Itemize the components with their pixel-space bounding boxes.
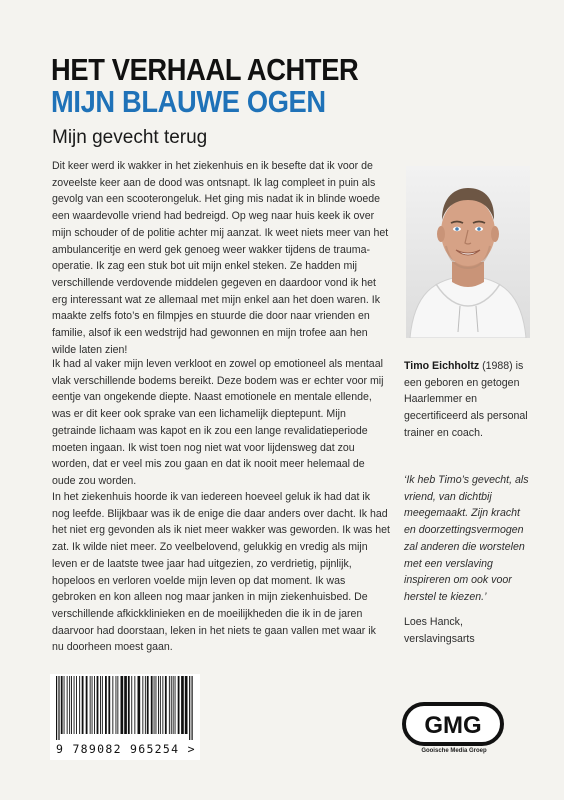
- barcode-bar: [90, 676, 91, 734]
- paragraph-1: Dit keer werd ik wakker in het ziekenhuis en ik besefte dat ik voor de zoveelste keer aan de dood was ontsnapt. Ik lag compleet in puin als gevolg van een scooterongeluk. Het ging mis nadat ik in blinde woede een waardevolle vriend had bedreigd. Op weg naar huis keek ik over mijn schouder of de politie achter mij aanzat. Ik weet niets meer van het ambulanceritje en werd gek genoeg weer wakker tijdens de trauma-operatie. Ik zag een stuk bot uit mijn enkel steken. Ze hadden mij verschillende verdovende middelen gegeven en daardoor vond ik het erg interessant wat ze allemaal met mijn enkel aan het doen waren. Ik maakte zelfs foto’s en filmpjes en stuurde die door naar vrienden en familie, alsof ik een wedstrijd had gewonnen en mijn trofee aan hen wilde laten zien!: [52, 160, 389, 356]
- barcode-bar: [92, 676, 93, 734]
- barcode-bar: [131, 676, 132, 734]
- isbn-number: 9 789082 965254 >: [56, 742, 196, 756]
- barcode-bar: [67, 676, 68, 734]
- testimonial-quote: ‘Ik heb Timo’s gevecht, als vriend, van dichtbij meegemaakt. Zijn kracht en doorzettingsvermogen zal anderen die worstelen met een verslaving inspireren om ook voor herstel te kiezen.’: [404, 474, 529, 603]
- publisher-logo-text: GMG: [424, 712, 482, 739]
- barcode-bar: [169, 676, 170, 734]
- barcode-bar: [189, 676, 190, 740]
- isbn-barcode: [50, 674, 200, 760]
- title-line-2: MIJN BLAUWE OGEN: [51, 84, 326, 119]
- barcode-bar: [97, 676, 99, 734]
- barcode-bar: [108, 676, 110, 734]
- barcode-bar: [56, 676, 57, 740]
- barcode-bar: [134, 676, 135, 734]
- barcode-bar: [76, 676, 77, 734]
- barcode-bar: [142, 676, 143, 734]
- author-portrait-icon: [406, 166, 530, 338]
- paragraph-2: Ik had al vaker mijn leven verkloot en zowel op emotioneel als mentaal vlak verschillende bodems bereikt. Deze bodem was er echter voor mij eentje van ongekende diepte. Naast emotionele en mentale ellende, was er dit keer ook sprake van een lichamelijk dieptepunt. Mijn getrainde lichaam was kapot en ik zou een lange revalidatieperiode moeten ingaan. Ik wist toen nog niet wat voor lijdensweg dat zou worden, dat er veel mis zou gaan en dat ik nooit meer helemaal de oude zou worden.: [52, 358, 384, 487]
- barcode-bar: [100, 676, 101, 734]
- barcode-bar: [71, 676, 72, 734]
- paragraph-3: In het ziekenhuis hoorde ik van iedereen hoeveel geluk ik had dat ik nog leefde. Blijkbaar was ik de enige die daar anders over dacht. Ik had het niet erg gevonden als ik niet meer wakker was geworden. Ik was het zat. Ik wilde niet meer. Zo veelbelovend, gelukkig en vredig als mijn leven er de laatste twee jaar had uitgezien, zo verdrietig, pijnlijk, hopeloos en verloren voelde mijn leven op dat moment. Ik was gebroken en kon alleen nog maar janken in mijn ziekenhuisbed. De verschillende afkickklinieken en de moeilijkheden die ik in de jaren daarvoor had doorstaan, leken in het niets te gaan vallen met waar ik nu doorheen moest gaan.: [52, 491, 391, 654]
- author-year: (1988): [479, 360, 513, 372]
- barcode-bar: [185, 676, 188, 734]
- barcode-bar: [156, 676, 157, 734]
- author-name: Timo Eichholtz: [404, 360, 480, 372]
- barcode-bar: [58, 676, 59, 740]
- barcode-bar: [105, 676, 107, 734]
- barcode-bar: [162, 676, 163, 734]
- barcode-bar: [64, 676, 65, 734]
- barcode-bar: [94, 676, 95, 734]
- barcode-bar: [61, 676, 63, 734]
- barcode-bar: [160, 676, 161, 734]
- barcode-bar: [124, 676, 127, 734]
- quote-attribution: [404, 614, 532, 647]
- barcode-bar: [171, 676, 172, 734]
- barcode-bar: [151, 676, 153, 734]
- barcode-bar: [147, 676, 149, 734]
- barcode-bar: [116, 676, 117, 734]
- barcode-bar: [173, 676, 174, 734]
- barcode-bar: [154, 676, 155, 734]
- barcode-bar: [86, 676, 88, 734]
- barcode-bar: [79, 676, 80, 734]
- author-photo: [406, 166, 530, 338]
- barcode-bar: [145, 676, 146, 734]
- barcode-bar: [181, 676, 184, 734]
- publisher-logo-icon: [402, 702, 504, 746]
- barcode-bar: [178, 676, 180, 734]
- attribution-role: verslavingsarts: [404, 632, 475, 645]
- attribution-name: Loes Hanck,: [404, 616, 463, 628]
- barcode-bar: [165, 676, 167, 734]
- barcode-icon: [52, 676, 198, 740]
- barcode-bar: [112, 676, 113, 734]
- barcode-bar: [82, 676, 84, 734]
- barcode-bar: [102, 676, 103, 734]
- title-line-1: HET VERHAAL ACHTER: [51, 52, 359, 87]
- barcode-bar: [121, 676, 124, 734]
- barcode-bar: [138, 676, 141, 734]
- subtitle: Mijn gevecht terug: [52, 127, 208, 148]
- barcode-bar: [69, 676, 70, 734]
- barcode-bar: [128, 676, 130, 734]
- barcode-bar: [117, 676, 118, 734]
- author-bio-text: is een geboren en getogen Haarlemmer en gecertificeerd als personal trainer en coach.: [404, 360, 528, 439]
- barcode-bar: [175, 676, 176, 734]
- barcode-bar: [192, 676, 193, 740]
- barcode-bar: [158, 676, 159, 734]
- publisher-name: Gooische Media Groep: [421, 748, 487, 754]
- author-bio: [404, 358, 532, 442]
- barcode-bar: [74, 676, 75, 734]
